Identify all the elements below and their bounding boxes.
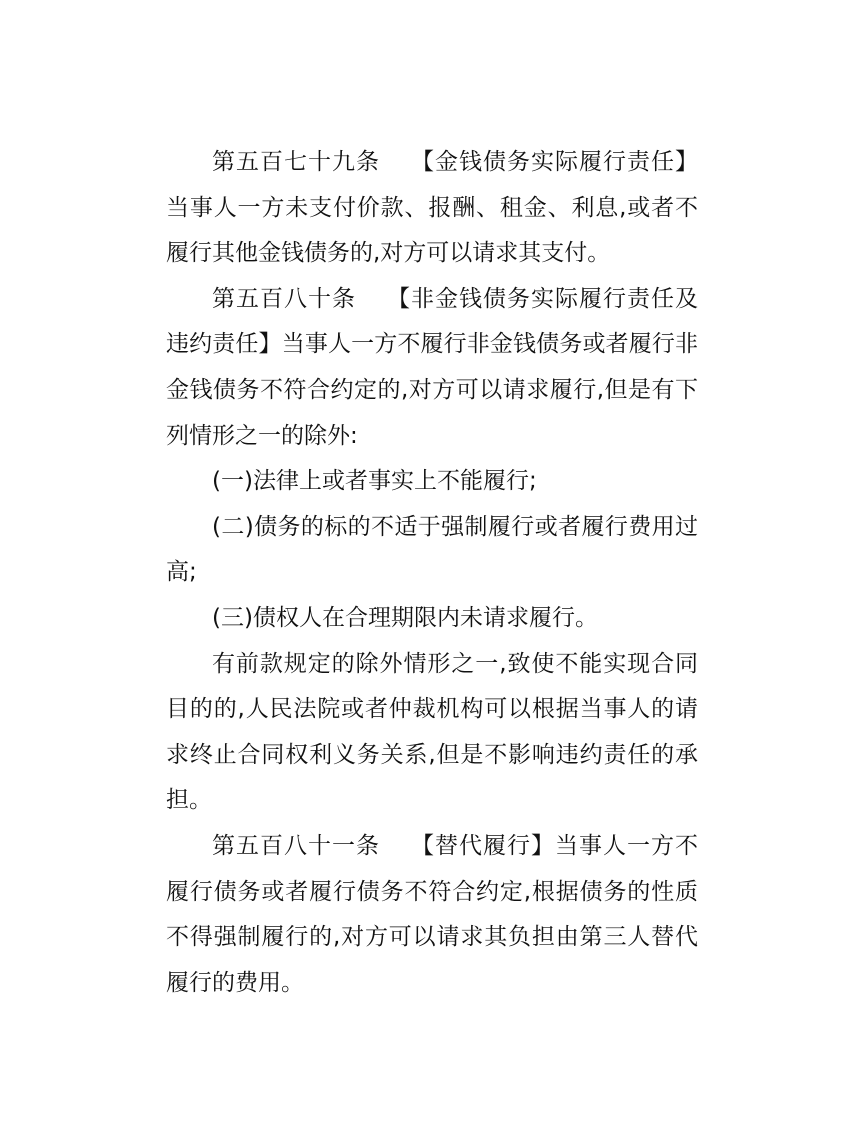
article-581-heading: 【替代履行】 bbox=[410, 832, 555, 859]
article-580-item-1: (一)法律上或者事实上不能履行; bbox=[212, 468, 537, 495]
article-580 bbox=[166, 277, 698, 459]
article-581 bbox=[166, 824, 698, 1006]
article-579-body: 当事人一方未支付价款、报酬、租金、利息,或者不履行其他金钱债务的,对方可以请求其支付。 bbox=[166, 194, 698, 267]
article-580-closing: 有前款规定的除外情形之一,致使不能实现合同目的的,人民法院或者仲裁机构可以根据当事人的请求终止合同权利义务关系,但是不影响违约责任的承担。 bbox=[166, 650, 698, 814]
article-580-body: 当事人一方不履行非金钱债务或者履行非金钱债务不符合约定的,对方可以请求履行,但是有下列情形之一的除外: bbox=[166, 331, 699, 449]
article-580-item-3: (三)债权人在合理期限内未请求履行。 bbox=[212, 604, 598, 631]
article-579-heading: 【金钱债务实际履行责任】 bbox=[410, 149, 698, 175]
article-579 bbox=[166, 140, 698, 277]
article-580-item-2: (二)债务的标的不适于强制履行或者履行费用过高; bbox=[166, 513, 698, 586]
article-580-number: 第五百八十条 bbox=[212, 285, 356, 312]
article-579-number: 第五百七十九条 bbox=[212, 149, 380, 175]
article-581-number: 第五百八十一条 bbox=[212, 832, 380, 859]
document-text bbox=[166, 140, 698, 1006]
article-580-heading: 【非金钱债务实际履行责任及违约责任】 bbox=[166, 285, 698, 358]
article-581-body: 当事人一方不履行债务或者履行债务不符合约定,根据债务的性质不得强制履行的,对方可以请求其负担由第三人替代履行的费用。 bbox=[166, 832, 698, 996]
